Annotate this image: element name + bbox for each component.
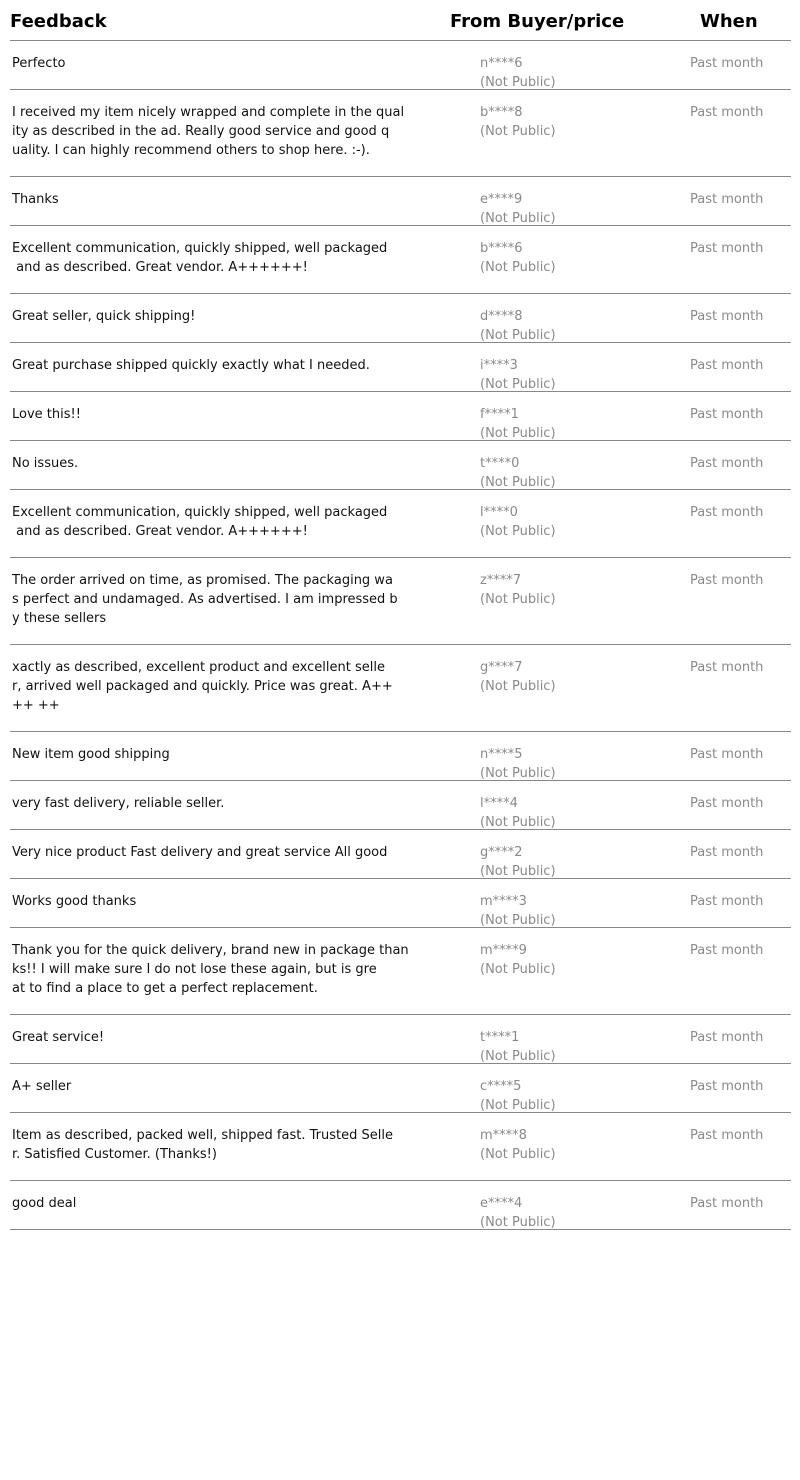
feedback-text: No issues. [12,456,79,471]
when-cell: Past month [690,105,764,120]
buyer-id: f****1 [480,407,519,422]
buyer-id: m****9 [480,943,527,958]
table-row [10,90,791,177]
when-cell: Past month [690,943,764,958]
when-cell: Past month [690,1079,764,1094]
price-note: (Not Public) [480,815,556,830]
price-note: (Not Public) [480,260,556,275]
when-cell: Past month [690,1030,764,1045]
buyer-id: g****2 [480,845,523,860]
buyer-cell [480,190,556,228]
table-row [10,490,791,558]
table-row [10,830,791,879]
table-row [10,392,791,441]
price-note: (Not Public) [480,124,556,139]
buyer-id: m****8 [480,1128,527,1143]
feedback-text: Perfecto [12,56,66,71]
buyer-cell [480,941,556,979]
when-cell: Past month [690,845,764,860]
buyer-cell [480,1028,556,1066]
price-note: (Not Public) [480,1098,556,1113]
price-note: (Not Public) [480,75,556,90]
table-row [10,558,791,645]
when-cell: Past month [690,573,764,588]
buyer-cell [480,658,556,696]
buyer-id: l****4 [480,796,518,811]
buyer-id: d****8 [480,309,523,324]
buyer-cell [480,571,556,609]
feedback-text: Very nice product Fast delivery and great service All good [12,845,388,860]
when-cell: Past month [690,407,764,422]
price-note: (Not Public) [480,1215,556,1230]
price-note: (Not Public) [480,328,556,343]
when-cell: Past month [690,747,764,762]
price-note: (Not Public) [480,962,556,977]
buyer-cell [480,405,556,443]
buyer-cell [480,1077,556,1115]
buyer-cell [480,239,556,277]
buyer-cell [480,794,556,832]
table-row [10,294,791,343]
when-cell: Past month [690,796,764,811]
buyer-id: c****5 [480,1079,522,1094]
buyer-id: e****4 [480,1196,523,1211]
price-note: (Not Public) [480,592,556,607]
table-row [10,226,791,294]
feedback-text: good deal [12,1196,77,1211]
feedback-text: I received my item nicely wrapped and complete in the qual ity as described in the ad. Really good service and good q uality. I can highly recommend others to shop here. :-). [12,105,405,158]
buyer-cell [480,745,556,783]
column-header-when: When [700,11,758,32]
column-header-buyer: From Buyer/price [450,11,625,32]
feedback-text: Great service! [12,1030,105,1045]
buyer-id: n****5 [480,747,523,762]
table-row [10,879,791,928]
buyer-id: e****9 [480,192,523,207]
buyer-cell [480,1126,556,1164]
when-cell: Past month [690,1196,764,1211]
buyer-cell [480,103,556,141]
feedback-text: Love this!! [12,407,81,422]
buyer-cell [480,54,556,92]
buyer-cell [480,307,556,345]
feedback-text: New item good shipping [12,747,170,762]
table-row [10,441,791,490]
when-cell: Past month [690,505,764,520]
buyer-cell [480,454,556,492]
price-note: (Not Public) [480,475,556,490]
feedback-text: Excellent communication, quickly shipped, well packaged and as described. Great vendor. A++++++! [12,241,388,275]
feedback-text: Item as described, packed well, shipped fast. Trusted Selle r. Satisfied Customer. (Thanks!) [12,1128,393,1162]
price-note: (Not Public) [480,1147,556,1162]
table-row [10,645,791,732]
feedback-text: Works good thanks [12,894,137,909]
when-cell: Past month [690,660,764,675]
buyer-cell [480,843,556,881]
table-row [10,781,791,830]
price-note: (Not Public) [480,679,556,694]
when-cell: Past month [690,192,764,207]
feedback-text: very fast delivery, reliable seller. [12,796,225,811]
feedback-text: xactly as described, excellent product and excellent selle r, arrived well packaged and quickly. Price was great. A++ ++ ++ [12,660,393,713]
price-note: (Not Public) [480,426,556,441]
feedback-text: Thank you for the quick delivery, brand new in package than ks!! I will make sure I do not lose these again, but is gre at to find a place to get a perfect replacement. [12,943,409,996]
price-note: (Not Public) [480,766,556,781]
price-note: (Not Public) [480,524,556,539]
buyer-id: i****3 [480,358,518,373]
when-cell: Past month [690,456,764,471]
when-cell: Past month [690,358,764,373]
table-header [10,10,791,41]
table-row [10,1181,791,1230]
buyer-id: b****8 [480,105,523,120]
feedback-text: The order arrived on time, as promised. The packaging wa s perfect and undamaged. As advertised. I am impressed b y these sellers [12,573,398,626]
table-row [10,41,791,90]
buyer-cell [480,1194,556,1232]
price-note: (Not Public) [480,913,556,928]
column-header-feedback: Feedback [10,11,107,32]
table-row [10,1064,791,1113]
when-cell: Past month [690,309,764,324]
buyer-id: n****6 [480,56,523,71]
buyer-id: g****7 [480,660,523,675]
feedback-text: Excellent communication, quickly shipped, well packaged and as described. Great vendor. A++++++! [12,505,388,539]
when-cell: Past month [690,1128,764,1143]
feedback-text: A+ seller [12,1079,72,1094]
price-note: (Not Public) [480,1049,556,1064]
when-cell: Past month [690,894,764,909]
table-row [10,1015,791,1064]
buyer-id: m****3 [480,894,527,909]
buyer-id: t****1 [480,1030,520,1045]
table-row [10,732,791,781]
feedback-text: Great purchase shipped quickly exactly what I needed. [12,358,370,373]
buyer-id: z****7 [480,573,522,588]
table-row [10,343,791,392]
feedback-text: Thanks [12,192,59,207]
buyer-cell [480,892,556,930]
price-note: (Not Public) [480,864,556,879]
buyer-cell [480,503,556,541]
buyer-cell [480,356,556,394]
buyer-id: b****6 [480,241,523,256]
table-row [10,928,791,1015]
feedback-table [10,10,791,1230]
feedback-text: Great seller, quick shipping! [12,309,196,324]
table-row [10,1113,791,1181]
price-note: (Not Public) [480,377,556,392]
price-note: (Not Public) [480,211,556,226]
when-cell: Past month [690,241,764,256]
table-row [10,177,791,226]
buyer-id: l****0 [480,505,518,520]
when-cell: Past month [690,56,764,71]
buyer-id: t****0 [480,456,520,471]
